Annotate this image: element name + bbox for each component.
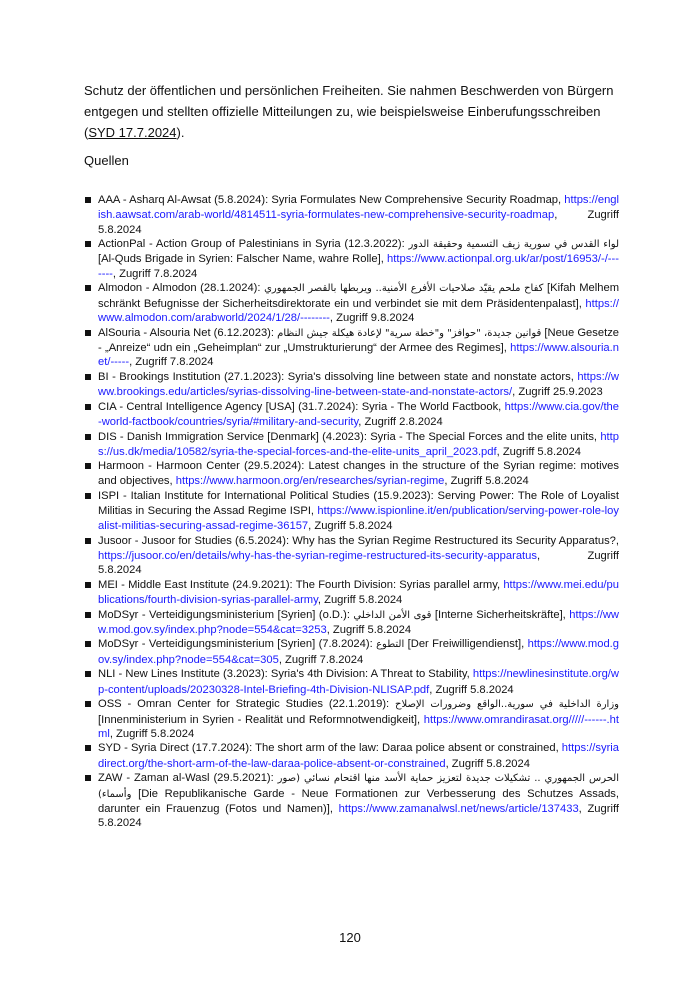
reference-item: ZAW - Zaman al-Wasl (29.5.2021): الحرس الجمهوري .. تشكيلات جديدة لتعزيز حماية الأسد منها اقتحام نسائي (صور وأسماء) [Die Republikanische Garde - Neue Formationen zur Verbesserung des Schutzes Assads, darunter ein Frauenzug (Fotos und Namen)], https://www.zamanalwsl.net/news/article/137433, Zugriff 5.8.2024 (84, 771, 619, 830)
reference-link[interactable]: https://www.mod.gov.sy/index.php?node=554&cat=3253 (98, 608, 619, 636)
page-number: 120 (339, 930, 361, 945)
reference-link[interactable]: https://www.brookings.edu/articles/syrias-dissolving-line-between-state-and-nonstate-actors/ (98, 370, 619, 399)
bullet-icon (85, 745, 91, 751)
reference-list (84, 193, 619, 831)
reference-item: OSS - Omran Center for Strategic Studies (22.1.2019): وزارة الداخلية في سورية..الواقع وضرورات الإصلاح [Innenministerium in Syrien - Realität und Reformnotwendigkeit], https://www.omrandirasat.org/////------.html, Zugriff 5.8.2024 (84, 697, 619, 741)
bullet-icon (85, 538, 91, 544)
reference-link[interactable]: https://us.dk/media/10582/syria-the-special-forces-and-the-elite-units_april_2023.pdf (98, 430, 619, 458)
reference-item: CIA - Central Intelligence Agency [USA] (31.7.2024): Syria - The World Factbook, https://www.cia.gov/the-world-factbook/countries/syria/#military-and-security, Zugriff 2.8.2024 (84, 400, 619, 430)
bullet-icon (85, 641, 91, 647)
reference-link[interactable]: https://www.zamanalwsl.net/news/article/137433 (338, 802, 579, 815)
sources-heading: Quellen (84, 153, 129, 168)
reference-link[interactable]: https://www.omrandirasat.org/////------.html (98, 713, 619, 740)
reference-link[interactable]: https://www.cia.gov/the-world-factbook/countries/syria/#military-and-security (98, 400, 619, 428)
reference-item: Jusoor - Jusoor for Studies (6.5.2024): Why has the Syrian Regime Restructured its Security Apparatus?, https://jusoor.co/en/details/why-has-the-syrian-regime-restructured-its-security-apparatus, Zugriff 5.8.2024 (84, 534, 619, 578)
reference-link[interactable]: https://www.ispionline.it/en/publication/serving-power-role-loyalist-militias-securing-assad-regime-36157 (98, 504, 619, 532)
reference-item: SYD - Syria Direct (17.7.2024): The short arm of the law: Daraa police absent or constrained, https://syriadirect.org/the-short-arm-of-the-law-daraa-police-absent-or-constrained, Zugriff 5.8.2024 (84, 741, 619, 771)
reference-link[interactable]: https://www.almodon.com/arabworld/2024/1/28/-------- (98, 297, 619, 324)
reference-item: AAA - Asharq Al-Awsat (5.8.2024): Syria Formulates New Comprehensive Security Roadmap, https://english.aawsat.com/arab-world/4814511-syria-formulates-new-comprehensive-security-roadmap, Zugriff 5.8.2024 (84, 193, 619, 237)
bullet-icon (85, 434, 91, 440)
reference-item: ISPI - Italian Institute for International Political Studies (15.9.2023): Serving Power: The Role of Loyalist Militias in Securing the Assad Regime ISPI, https://www.ispionline.it/en/publication/serving-power-role-loyalist-militias-securing-assad-regime-36157, Zugriff 5.8.2024 (84, 489, 619, 533)
intro-citation-link[interactable]: SYD 17.7.2024 (88, 125, 177, 140)
reference-link[interactable]: https://www.mod.gov.sy/index.php?node=554&cat=305 (98, 638, 619, 666)
bullet-icon (85, 493, 91, 499)
intro-text: Schutz der öffentlichen und persönlichen Freiheiten. Sie nahmen Beschwerden von Bürgern entgegen und stellten offizielle Mitteilungen zu, wie beispielsweise Einberufungsschreiben ( (84, 83, 614, 140)
bullet-icon (85, 612, 91, 618)
reference-item: BI - Brookings Institution (27.1.2023): Syria's dissolving line between state and nonstate actors, https://www.brookings.edu/articles/syrias-dissolving-line-between-state-and-nonstate-actors/, Zugriff 25.9.2023 (84, 370, 619, 400)
reference-link[interactable]: https://www.harmoon.org/en/researches/syrian-regime (175, 474, 445, 487)
reference-item: AlSouria - Alsouria Net (6.12.2023): قوانين جديدة، "حوافز" و"خطة سرية" لإعادة هيكلة جيش النظام [Neue Gesetze - „Anreize“ udn ein „Geheimplan“ zur „Umstrukturierung“ der Armee des Regimes], https://www.alsouria.net/-----, Zugriff 7.8.2024 (84, 326, 619, 370)
intro-text-end: ). (176, 125, 185, 140)
reference-item: MoDSyr - Verteidigungsministerium [Syrien] (o.D.): قوى الأمن الداخلي [Interne Sicherheitskräfte], https://www.mod.gov.sy/index.php?node=554&cat=3253, Zugriff 5.8.2024 (84, 608, 619, 638)
reference-item: MEI - Middle East Institute (24.9.2021): The Fourth Division: Syrias parallel army, https://www.mei.edu/publications/fourth-division-syrias-parallel-army, Zugriff 5.8.2024 (84, 578, 619, 608)
reference-item: DIS - Danish Immigration Service [Denmark] (4.2023): Syria - The Special Forces and the elite units, https://us.dk/media/10582/syria-the-special-forces-and-the-elite-units_april_2023.pdf, Zugriff 5.8.2024 (84, 430, 619, 460)
reference-item: NLI - New Lines Institute (3.2023): Syria's 4th Division: A Threat to Stability, https://newlinesinstitute.org/wp-content/uploads/20230328-Intel-Briefing-4th-Division-NLISAP.pdf, Zugriff 5.8.2024 (84, 667, 619, 697)
reference-link[interactable]: https://www.mei.edu/publications/fourth-division-syrias-parallel-army (98, 578, 619, 606)
reference-item: Harmoon - Harmoon Center (29.5.2024): Latest changes in the structure of the Syrian regime: motives and objectives, https://www.harmoon.org/en/researches/syrian-regime, Zugriff 5.8.2024 (84, 459, 619, 489)
reference-link[interactable]: https://syriadirect.org/the-short-arm-of-the-law-daraa-police-absent-or-constrained (98, 742, 619, 770)
reference-link[interactable]: https://www.actionpal.org.uk/ar/post/16953/-/------- (98, 253, 619, 280)
bullet-icon (85, 463, 91, 469)
reference-link[interactable]: https://jusoor.co/en/details/why-has-the-syrian-regime-restructured-its-security-apparatus (98, 549, 537, 562)
bullet-icon (85, 671, 91, 677)
reference-link[interactable]: https://english.aawsat.com/arab-world/4814511-syria-formulates-new-comprehensive-security-roadmap (98, 194, 619, 222)
reference-item: ActionPal - Action Group of Palestinians in Syria (12.3.2022): لواء القدس في سورية زيف التسمية وحقيقة الدور [Al-Quds Brigade in Syrien: Falscher Name, wahre Rolle], https://www.actionpal.org.uk/ar/post/16953/-/-------, Zugriff 7.8.2024 (84, 237, 619, 281)
bullet-icon (85, 582, 91, 588)
bullet-icon (85, 285, 91, 291)
reference-link[interactable]: https://newlinesinstitute.org/wp-content/uploads/20230328-Intel-Briefing-4th-Division-NLISAP.pdf (98, 668, 619, 696)
intro-paragraph (84, 80, 624, 143)
bullet-icon (85, 241, 91, 247)
bullet-icon (85, 197, 91, 203)
bullet-icon (85, 404, 91, 410)
reference-link[interactable]: https://www.alsouria.net/----- (98, 341, 619, 369)
reference-item: MoDSyr - Verteidigungsministerium [Syrien] (7.8.2024): التطوع [Der Freiwilligendienst], https://www.mod.gov.sy/index.php?node=554&cat=305, Zugriff 7.8.2024 (84, 637, 619, 667)
reference-item: Almodon - Almodon (28.1.2024): كفاح ملحم يقيّد صلاحيات الأفرع الأمنية.. ويربطها بالقصر الجمهوري [Kifah Melhem schränkt Befugnisse der Sicherheitsdirektorate ein und verbindet sie mit dem Präsidentenpalast], https://www.almodon.com/arabworld/2024/1/28/--------, Zugriff 9.8.2024 (84, 281, 619, 325)
bullet-icon (85, 775, 91, 781)
bullet-icon (85, 330, 91, 336)
bullet-icon (85, 701, 91, 707)
bullet-icon (85, 374, 91, 380)
